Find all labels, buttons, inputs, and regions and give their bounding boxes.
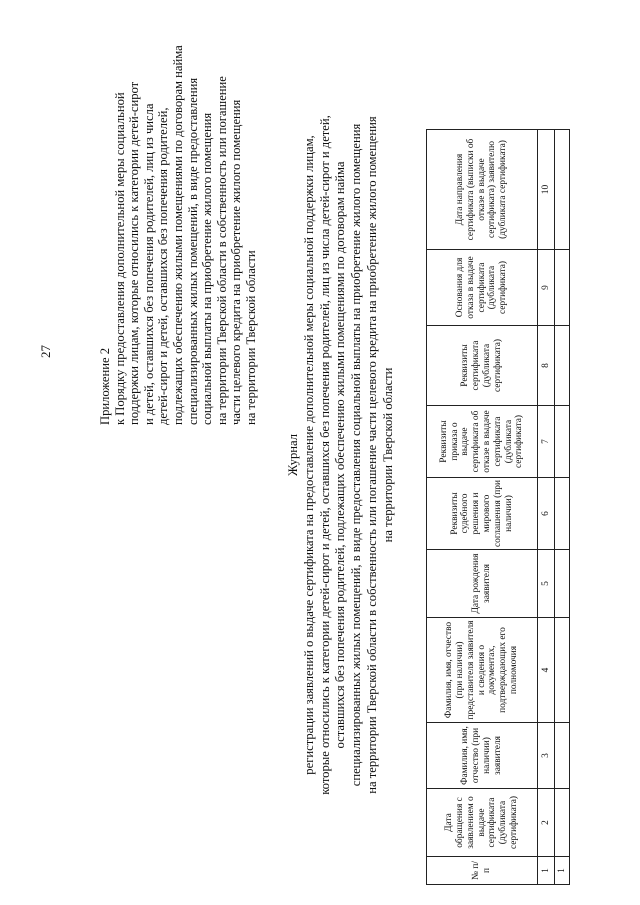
appendix-line: на территории Тверской области в собственность или погашение <box>214 76 229 425</box>
column-number-cell: 1 <box>538 857 555 885</box>
appendix-line: на территории Тверской области <box>243 250 258 425</box>
column-number-cell: 4 <box>538 618 555 723</box>
table-cell <box>555 478 570 550</box>
appendix-line: поддержки лицам, которые относились к категории детей-сирот <box>127 81 142 425</box>
column-number-cell: 8 <box>538 326 555 406</box>
header-cell: Реквизиты сертификата (дубликата сертификата) <box>427 326 538 406</box>
column-number-cell: 5 <box>538 550 555 618</box>
table-column-number-row <box>538 130 555 885</box>
page-number: 27 <box>38 345 53 358</box>
appendix-line: к Порядку предоставления дополнительной меры социальной <box>112 92 127 425</box>
header-cell: Дата рождения заявителя <box>427 550 538 618</box>
table-row <box>555 130 570 885</box>
journal-title-block <box>286 25 397 885</box>
column-number-cell: 9 <box>538 250 555 326</box>
header-cell: Фамилия, имя, отчество (при наличии) заявителя <box>427 723 538 789</box>
appendix-line: специализированных жилых помещений, в виде предоставления <box>185 77 200 425</box>
table-cell <box>555 250 570 326</box>
header-cell: Фамилия, имя, отчество (при наличии) представителя заявителя и сведения о документах, подтверждающих его полномочия <box>427 618 538 723</box>
journal-line: на территории Тверской области в собственность или погашение части целевого кредита на приобретение жилого помещения <box>364 116 379 794</box>
journal-line: на территории Тверской области <box>380 367 395 543</box>
column-number-cell: 2 <box>538 789 555 857</box>
table-cell <box>555 130 570 250</box>
appendix-line: детей-сирот и детей, оставшихся без попечения родителей, <box>156 107 171 425</box>
rotated-page-content <box>20 25 620 885</box>
journal-line: оставшихся без попечения родителей, подлежащих обеспечению жилыми помещениями по договорам найма <box>333 161 348 749</box>
table-cell <box>555 723 570 789</box>
row-number-cell: 1 <box>555 857 570 885</box>
appendix-line: Приложение 2 <box>98 347 112 425</box>
header-cell: Дата обращения с заявлением о выдаче сертификата (дубликата сертификата) <box>427 789 538 857</box>
table-header-row <box>427 130 538 885</box>
column-number-cell: 7 <box>538 406 555 478</box>
table-cell <box>555 550 570 618</box>
appendix-line: части целевого кредита на приобретение жилого помещения <box>229 99 244 425</box>
journal-line: которые относились к категории детей-сирот и детей, оставшихся без попечения родителей, лиц из числа детей-сирот и детей, <box>317 115 332 795</box>
table-cell <box>555 618 570 723</box>
table-cell <box>555 406 570 478</box>
appendix-line: социальной выплаты на приобретение жилого помещения <box>200 112 215 425</box>
header-cell: Реквизиты судебного решения и мирового соглашения (при наличии) <box>427 478 538 550</box>
table-cell <box>555 326 570 406</box>
journal-title: Журнал <box>286 434 300 476</box>
column-number-cell: 6 <box>538 478 555 550</box>
header-cell: Основания для отказа в выдаче сертификата (дубликата сертификата) <box>427 250 538 326</box>
table-cell <box>555 789 570 857</box>
appendix-line: и детей, оставшихся без попечения родителей, лиц из числа <box>141 103 156 425</box>
column-number-cell: 10 <box>538 130 555 250</box>
registration-journal-table <box>426 129 570 885</box>
header-cell: Реквизиты приказа о выдаче сертификата об отказе в выдаче сертификата (дубликата сертификата) <box>427 406 538 478</box>
appendix-line: подлежащих обеспечению жилыми помещениями по договорам найма <box>170 45 185 425</box>
journal-line: специализированных жилых помещений, в виде предоставления социальной выплаты на приобретение жилого помещения <box>349 123 364 787</box>
header-cell: № п/п <box>427 857 538 885</box>
column-number-cell: 3 <box>538 723 555 789</box>
header-cell: Дата направления сертификата (выписки об отказе в выдаче сертификата) заявителю (дубликата сертификата) <box>427 130 538 250</box>
journal-line: регистрации заявлений о выдаче сертификата на предоставление дополнительной меры социальной поддержки лицам, <box>301 135 316 775</box>
appendix-header <box>98 25 259 425</box>
